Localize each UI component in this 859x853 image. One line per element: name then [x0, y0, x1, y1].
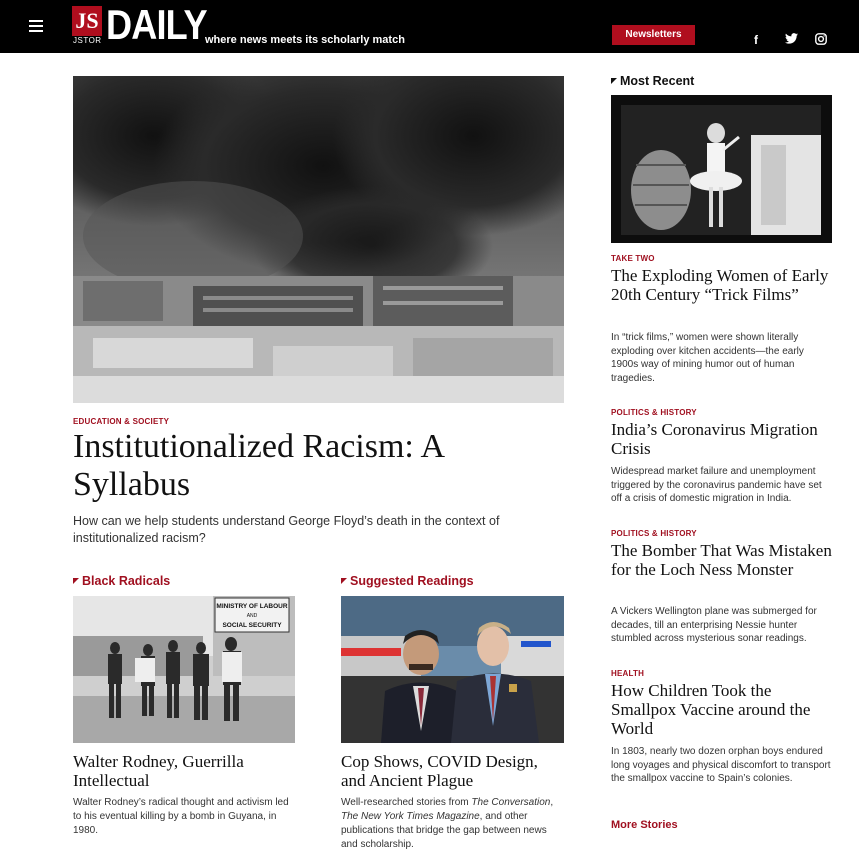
- feature-summary: How can we help students understand George Floyd’s death in the context of institutionalized racism?: [73, 514, 500, 545]
- recent-item-3-category[interactable]: POLITICS & HISTORY: [611, 529, 697, 538]
- publication-name: The Conversation: [471, 797, 551, 808]
- instagram-icon[interactable]: [815, 33, 827, 45]
- summary-text: Well-researched stories from: [341, 797, 472, 808]
- svg-text:SOCIAL SECURITY: SOCIAL SECURITY: [222, 622, 282, 629]
- sign-text: MINISTRY OF LABOUR: [216, 603, 288, 610]
- suggested-readings-title[interactable]: Cop Shows, COVID Design, and Ancient Plague: [341, 752, 538, 790]
- menu-icon[interactable]: [29, 20, 43, 32]
- publication-name: The New York Times Magazine: [341, 811, 480, 822]
- black-radicals-title[interactable]: Walter Rodney, Guerrilla Intellectual: [73, 752, 244, 790]
- facebook-icon[interactable]: f: [754, 33, 758, 47]
- summary-text: ,: [550, 797, 554, 808]
- most-recent-heading: [611, 74, 694, 88]
- recent-item-1-category[interactable]: TAKE TWO: [611, 254, 655, 263]
- suggested-readings-image[interactable]: [341, 596, 564, 743]
- black-radicals-summary: Walter Rodney’s radical thought and activism led to his eventual killing by a bomb in Guyana, in 1980.: [73, 797, 289, 836]
- feature-category[interactable]: EDUCATION & SOCIETY: [73, 417, 170, 426]
- most-recent-image[interactable]: [611, 95, 832, 243]
- recent-item-1-title[interactable]: The Exploding Women of Early 20th Century “Trick Films”: [611, 266, 829, 304]
- black-radicals-image[interactable]: [73, 596, 295, 743]
- recent-item-4-summary: In 1803, nearly two dozen orphan boys endured long voyages and physical discomfort to transport the smallpox vaccine to Spain’s colonies.: [611, 746, 831, 784]
- summary-text: , and other publications that bridge the gap between news and scholarship.: [341, 811, 547, 850]
- recent-item-3-title[interactable]: The Bomber That Was Mistaken for the Loch Ness Monster: [611, 541, 832, 579]
- more-stories-link[interactable]: More Stories: [611, 819, 678, 831]
- feature-title[interactable]: Institutionalized Racism: A Syllabus: [73, 428, 444, 503]
- recent-item-2-title[interactable]: India’s Coronavirus Migration Crisis: [611, 420, 818, 458]
- suggested-readings-heading[interactable]: [341, 574, 474, 588]
- recent-item-2-summary: Widespread market failure and unemployment triggered by the coronavirus pandemic have set off a crisis of domestic migration in India.: [611, 466, 822, 504]
- recent-item-2-category[interactable]: POLITICS & HISTORY: [611, 408, 697, 417]
- recent-item-3-summary: A Vickers Wellington plane was submerged for decades, till an enterprising Nessie hunter stumbled across mysterious sonar readings.: [611, 606, 817, 644]
- newsletters-button[interactable]: Newsletters: [612, 25, 695, 45]
- logo-mark: JS: [72, 6, 102, 36]
- svg-text:AND: AND: [246, 613, 258, 619]
- twitter-icon[interactable]: [785, 33, 798, 44]
- logo-jstor-text: JSTOR: [73, 36, 102, 45]
- black-radicals-heading[interactable]: [73, 574, 170, 588]
- recent-item-4-title[interactable]: How Children Took the Smallpox Vaccine around the World: [611, 681, 811, 738]
- recent-item-4-category[interactable]: HEALTH: [611, 669, 645, 678]
- feature-image[interactable]: [73, 76, 564, 403]
- black-radicals-heading-text: Black Radicals: [82, 574, 171, 588]
- triangle-icon: [611, 78, 617, 84]
- site-header: [0, 0, 859, 53]
- most-recent-heading-text: Most Recent: [620, 74, 695, 88]
- suggested-readings-heading-text: Suggested Readings: [350, 574, 474, 588]
- triangle-icon: [73, 578, 79, 584]
- recent-item-1-summary: In “trick films,” women were shown literally exploding over kitchen accidents—the early 1900s way of mining humor out of human tragedies.: [611, 332, 804, 384]
- triangle-icon: [341, 578, 347, 584]
- suggested-readings-summary: [341, 796, 564, 852]
- site-tagline: where news meets its scholarly match: [205, 34, 405, 46]
- logo-daily-text: DAILY: [106, 1, 207, 48]
